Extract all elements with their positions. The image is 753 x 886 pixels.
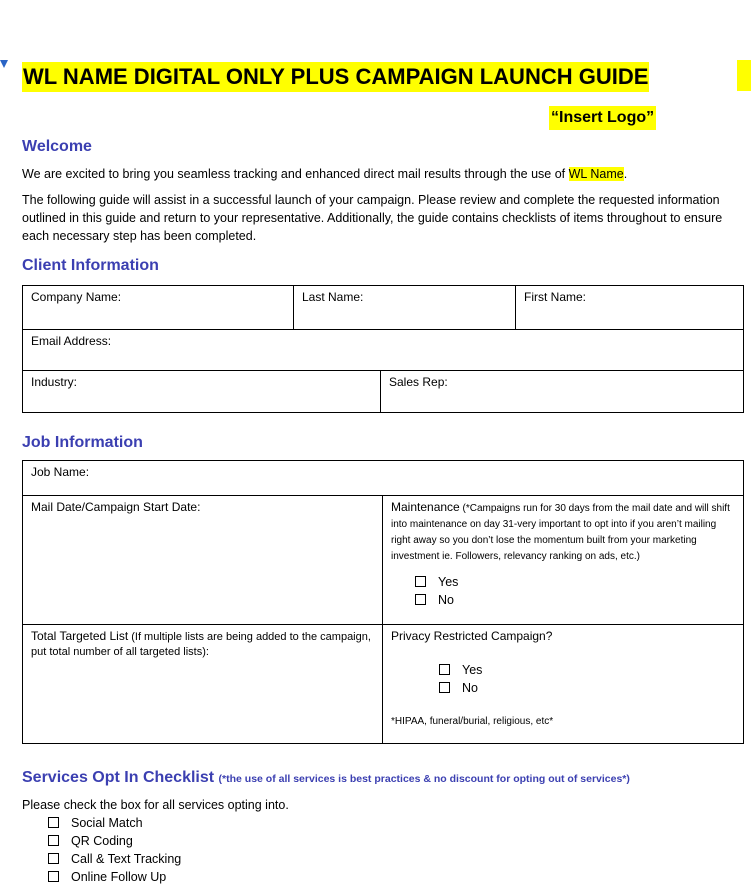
privacy-label: Privacy Restricted Campaign? xyxy=(391,629,553,643)
checkbox-icon[interactable] xyxy=(415,594,426,605)
welcome-paragraph-1 xyxy=(22,165,738,183)
service-call-text-tracking[interactable]: Call & Text Tracking xyxy=(48,850,181,868)
maintenance-no-option[interactable]: No xyxy=(415,591,454,609)
maintenance-label: Maintenance xyxy=(391,500,460,514)
welcome-paragraph-2: The following guide will assist in a successful launch of your campaign. Please review and complete the requested information outlined in this guide and return to your representative. Additionally, the guide contains checklists of items throughout to ensure each necessary step has been completed. xyxy=(22,193,723,243)
text-cursor-marker-icon xyxy=(0,60,8,68)
margin-highlight xyxy=(737,60,751,91)
client-info-table xyxy=(22,285,744,413)
welcome-heading: Welcome xyxy=(22,138,92,155)
maintenance-yes-option[interactable]: Yes xyxy=(415,573,458,591)
welcome-p1-text: We are excited to bring you seamless tracking and enhanced direct mail results through the use of xyxy=(22,167,569,181)
job-info-heading: Job Information xyxy=(22,434,143,451)
service-online-follow-up[interactable]: Online Follow Up xyxy=(48,868,166,886)
checkbox-icon[interactable] xyxy=(48,835,59,846)
maintenance-note: (*Campaigns run for 30 days from the mail date and will shift into maintenance on day 31-very important to opt into if you aren’t mailing right away so you don’t lose the momentum built from your marketing investment ie. Followers, relevancy ranking on ads, etc.) xyxy=(391,503,730,562)
last-name-field[interactable]: Last Name: xyxy=(302,290,364,304)
first-name-field[interactable]: First Name: xyxy=(524,290,587,304)
services-heading xyxy=(22,769,630,787)
privacy-yes-option[interactable]: Yes xyxy=(439,661,482,679)
maintenance-cell xyxy=(383,496,743,624)
total-targeted-note: (If multiple lists are being added to the campaign, put total number of all targeted lists): xyxy=(31,631,371,658)
total-targeted-label: Total Targeted List xyxy=(31,629,129,643)
wl-name-highlight: WL Name xyxy=(568,167,624,181)
checkbox-icon[interactable] xyxy=(439,682,450,693)
mail-date-field[interactable]: Mail Date/Campaign Start Date: xyxy=(31,500,201,514)
privacy-no-option[interactable]: No xyxy=(439,679,478,697)
sales-rep-field[interactable]: Sales Rep: xyxy=(389,375,448,389)
maintenance-description xyxy=(391,500,735,564)
services-instruction: Please check the box for all services opting into. xyxy=(22,798,289,812)
welcome-p1-end: . xyxy=(623,167,628,181)
privacy-cell xyxy=(383,625,743,743)
services-heading-text: Services Opt In Checklist xyxy=(22,769,215,786)
services-note: (*the use of all services is best practices & no discount for opting out of services*) xyxy=(218,773,630,785)
total-targeted-list-field[interactable] xyxy=(23,625,382,743)
document-title: WL NAME DIGITAL ONLY PLUS CAMPAIGN LAUNCH GUIDE xyxy=(22,62,649,92)
logo-placeholder: “Insert Logo” xyxy=(549,106,656,130)
checkbox-icon[interactable] xyxy=(439,664,450,675)
service-qr-coding[interactable]: QR Coding xyxy=(48,832,133,850)
job-info-table xyxy=(22,460,744,744)
email-address-field[interactable]: Email Address: xyxy=(31,334,112,348)
client-info-heading: Client Information xyxy=(22,257,159,274)
checkbox-icon[interactable] xyxy=(48,853,59,864)
service-social-match[interactable]: Social Match xyxy=(48,814,143,832)
job-name-field[interactable]: Job Name: xyxy=(31,465,90,479)
checkbox-icon[interactable] xyxy=(48,817,59,828)
checkbox-icon[interactable] xyxy=(415,576,426,587)
privacy-note: *HIPAA, funeral/burial, religious, etc* xyxy=(391,716,554,727)
industry-field[interactable]: Industry: xyxy=(31,375,78,389)
company-name-field[interactable]: Company Name: xyxy=(31,290,122,304)
